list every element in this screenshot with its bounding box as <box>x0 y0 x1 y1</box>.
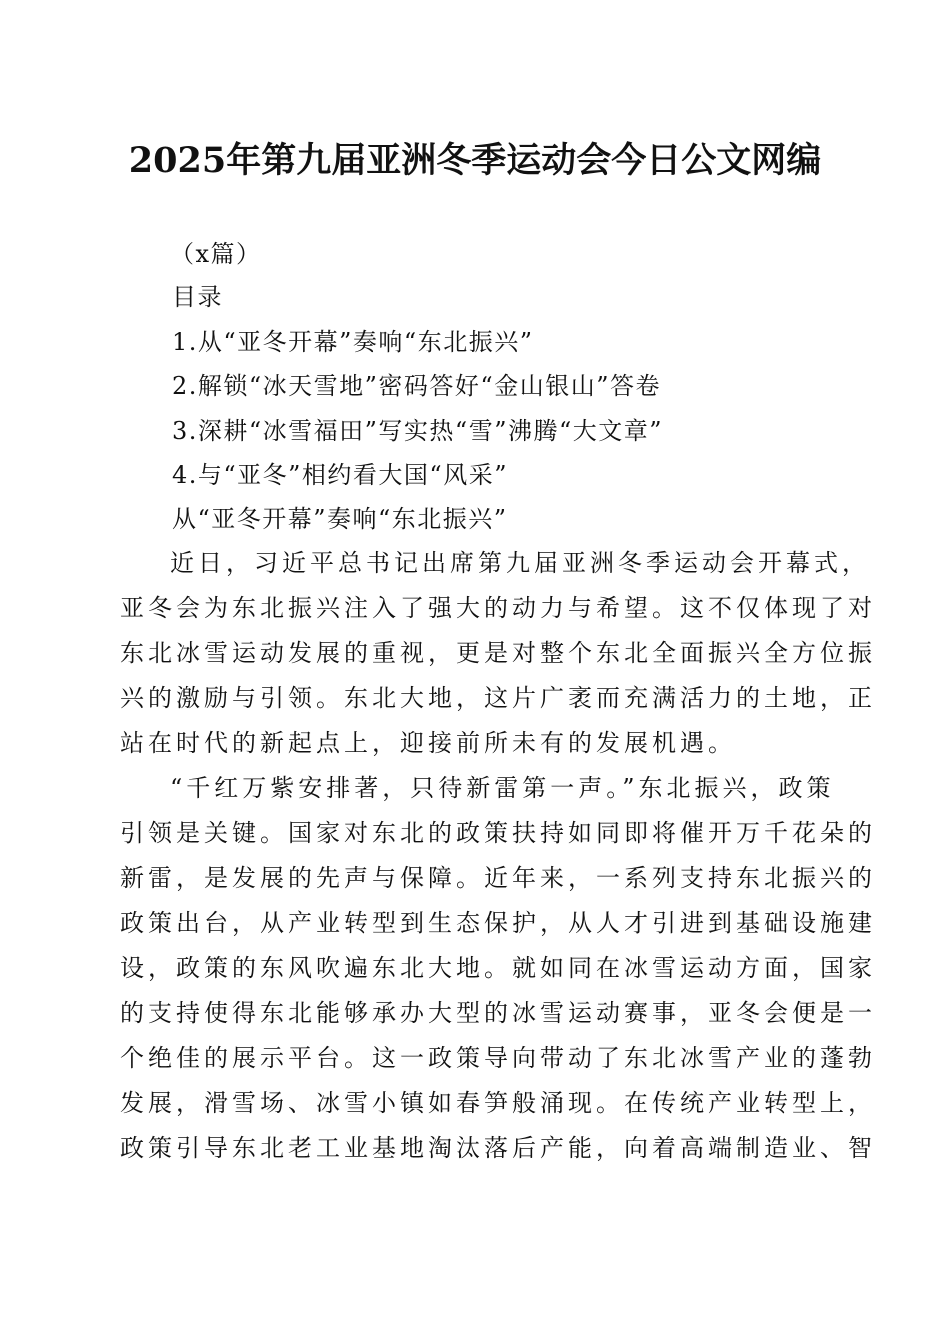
paragraph-2-line: “千红万紫安排著，只待新雷第一声。”东北振兴，政策 <box>170 774 835 802</box>
count-note: （x篇） <box>170 240 262 268</box>
paragraph-1-line: 亚冬会为东北振兴注入了强大的动力与希望。这不仅体现了对 <box>120 594 876 622</box>
toc-item-1: 1.从“亚冬开幕”奏响“东北振兴” <box>172 328 534 356</box>
paragraph-2-line: 个绝佳的展示平台。这一政策导向带动了东北冰雪产业的蓬勃 <box>120 1044 876 1072</box>
toc-item-3: 3.深耕“冰雪福田”写实热“雪”沸腾“大文章” <box>172 417 664 445</box>
section-title: 从“亚冬开幕”奏响“东北振兴” <box>172 505 508 533</box>
paragraph-1-line: 站在时代的新起点上，迎接前所未有的发展机遇。 <box>120 729 736 757</box>
toc-item-2: 2.解锁“冰天雪地”密码答好“金山银山”答卷 <box>172 372 661 400</box>
paragraph-2-line: 引领是关键。国家对东北的政策扶持如同即将催开万千花朵的 <box>120 819 876 847</box>
toc-item-4: 4.与“亚冬”相约看大国“风采” <box>172 461 508 489</box>
paragraph-2-line: 新雷，是发展的先声与保障。近年来，一系列支持东北振兴的 <box>120 864 876 892</box>
document-title: 2025年第九届亚洲冬季运动会今日公文网编 <box>128 140 822 181</box>
paragraph-1-line: 兴的激励与引领。东北大地，这片广袤而充满活力的土地，正 <box>120 684 876 712</box>
paragraph-1-line: 东北冰雪运动发展的重视，更是对整个东北全面振兴全方位振 <box>120 639 876 667</box>
paragraph-2-line: 发展，滑雪场、冰雪小镇如春笋般涌现。在传统产业转型上， <box>120 1089 876 1117</box>
paragraph-2-line: 的支持使得东北能够承办大型的冰雪运动赛事，亚冬会便是一 <box>120 999 876 1027</box>
toc-heading: 目录 <box>172 283 223 311</box>
paragraph-1-line: 近日，习近平总书记出席第九届亚洲冬季运动会开幕式， <box>170 549 870 577</box>
paragraph-2-line: 设，政策的东风吹遍东北大地。就如同在冰雪运动方面，国家 <box>120 954 876 982</box>
paragraph-2-line: 政策出台，从产业转型到生态保护，从人才引进到基础设施建 <box>120 909 876 937</box>
paragraph-2-line: 政策引导东北老工业基地淘汰落后产能，向着高端制造业、智 <box>120 1134 876 1162</box>
